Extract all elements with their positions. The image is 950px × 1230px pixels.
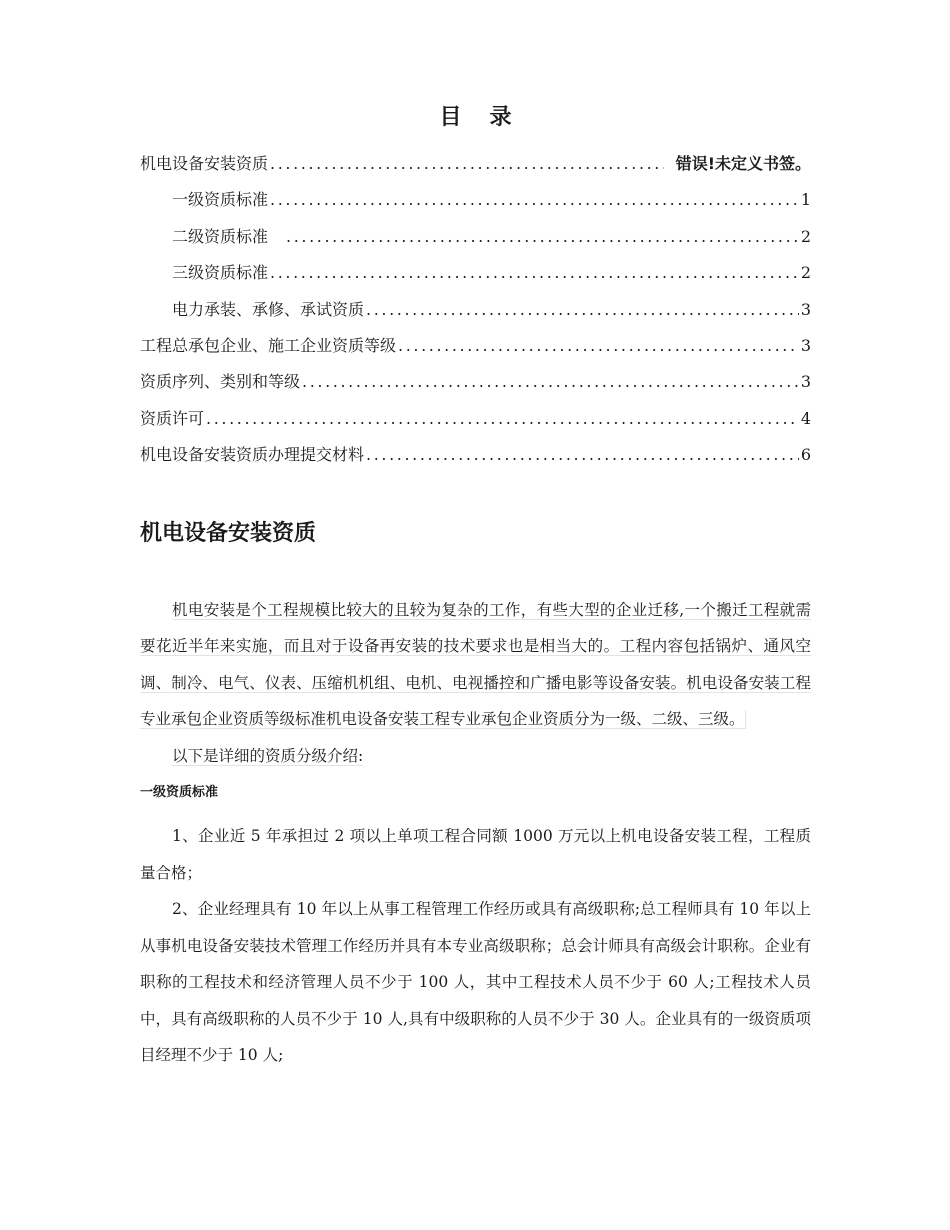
toc-leader-dots [206, 401, 799, 437]
toc-entry-page: 3 [800, 372, 811, 392]
toc-entry-page: 2 [800, 226, 811, 246]
toc-entry-page: 6 [800, 445, 811, 465]
toc-entry-label: 机电设备安装资质办理提交材料 [140, 445, 365, 465]
toc-leader-dots [270, 146, 664, 182]
toc-entry[interactable] [140, 219, 811, 255]
toc-entry-label: 资质许可 [140, 408, 205, 428]
toc-entry-page: 错误!未定义书签。 [675, 154, 811, 173]
toc-list [140, 146, 811, 474]
note-paragraph [140, 738, 811, 775]
toc-leader-dots [286, 219, 799, 255]
toc-entry-page: 2 [800, 263, 811, 283]
toc-entry-label: 工程总承包企业、施工企业资质等级 [140, 335, 397, 355]
section-heading: 机电设备安装资质 [140, 520, 317, 546]
toc-leader-dots [366, 292, 799, 328]
toc-entry[interactable] [140, 292, 811, 328]
toc-leader-dots [366, 437, 799, 473]
requirement-item: 2、企业经理具有 10 年以上从事工程管理工作经历或具有高级职称;总工程师具有 10 年以上从事机电设备安装技术管理工作经历并具有本专业高级职称；总会计师具有高级会计职称。企业有职称的工程技术和经济管理人员不少于 100 人，其中工程技术人员不少于 60 人;工程技术人员中，具有高级职称的人员不少于 10 人,具有中级职称的人员不少于 30 人。企业具有的一级资质项目经理不少于 10 人; [140, 900, 811, 1065]
toc-entry[interactable] [140, 437, 811, 473]
toc-entry-page: 1 [800, 190, 811, 210]
intro-text: 机电安装是个工程规模比较大的且较为复杂的工作，有些大型的企业迁移,一个搬迁工程就需要花近半年来实施，而且对于设备再安装的技术要求也是相当大的。工程内容包括锅炉、通风空调、制冷、电气、仪表、压缩机机组、电机、电视播控和广播电影等设备安装。机电设备安装工程专业承包企业资质等级标准机电设备安装工程专业承包企业资质分为一级、二级、三级。 [140, 600, 811, 729]
document-page [140, 100, 811, 1074]
toc-entry[interactable] [140, 328, 811, 364]
requirement-item: 1、企业近 5 年承担过 2 项以上单项工程合同额 1000 万元以上机电设备安装工程，工程质量合格； [140, 827, 811, 882]
toc-entry[interactable] [140, 146, 811, 182]
subheading-level-1: 一级资质标准 [140, 785, 219, 801]
toc-leader-dots [270, 255, 799, 291]
toc-entry-label: 三级资质标准 [172, 263, 269, 283]
toc-entry[interactable] [140, 182, 811, 218]
toc-entry-label: 机电设备安装资质 [140, 154, 269, 173]
toc-entry-label: 一级资质标准 [172, 190, 269, 210]
toc-entry-label: 二级资质标准 [172, 226, 285, 246]
intro-paragraph [140, 592, 811, 738]
toc-entry[interactable] [140, 364, 811, 400]
toc-leader-dots [270, 182, 799, 218]
toc-entry-label: 资质序列、类别和等级 [140, 372, 301, 392]
toc-entry[interactable] [140, 255, 811, 291]
note-text: 以下是详细的资质分级介绍: [172, 746, 364, 765]
toc-leader-dots [398, 328, 799, 364]
toc-leader-dots [302, 364, 799, 400]
toc-entry-label: 电力承装、承修、承试资质 [172, 299, 365, 319]
toc-entry-page: 4 [800, 408, 811, 428]
toc-entry[interactable] [140, 401, 811, 437]
toc-title: 目录 [439, 105, 540, 130]
toc-entry-page: 3 [800, 299, 811, 319]
toc-entry-page: 3 [800, 335, 811, 355]
